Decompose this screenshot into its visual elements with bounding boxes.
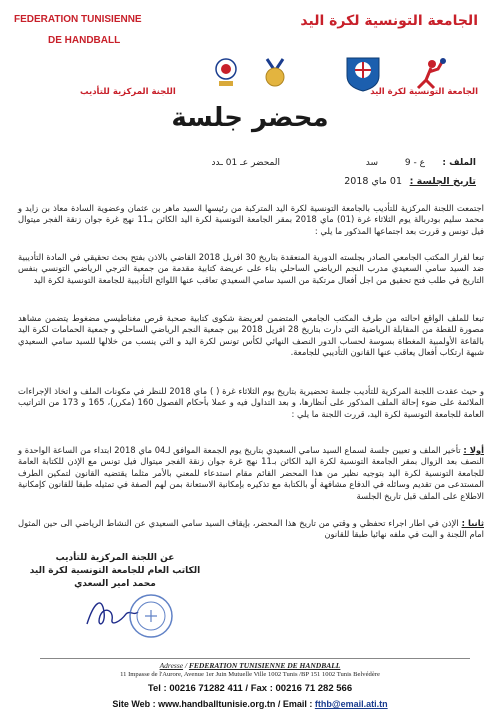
- olympic-committee-logo: [213, 58, 239, 92]
- footer-address-title: Adresse / FEDERATION TUNISIENNE DE HANDBALL: [159, 661, 341, 670]
- context-paragraph-2: تبعا للملف الواقع احالته من طرف المكتب الجامعي المتضمن لعريضة شكوى كتابية صحبة قرص مغناطيسي مضغوط يتضمن مشاهد مصورة للقطة من المقابلة الرياضية التي دارت بتاريخ 28 افريل 2018 بين جمعية النجم الرياضي الساحلي و جمعية الحمامات لكرة اليد بالقاعة الأولمبية المغطاة بسوسة لحساب الدور النصف النهائي لكأس تونس لكرة اليد و التي ينسب من خلالها للسيد سامي السعيدي شبهة ارتكاب أفعال يعاقب عنها القانون التأديبي للجامعة.: [18, 313, 484, 358]
- footer-address-line: 11 Impasse de l'Aurore, Avenue 1er Juin Mutuelle Ville 1002 Tunis /BP 151 1002 Tunis Belvédère: [120, 671, 380, 678]
- footer-web: [0, 699, 500, 709]
- footer-phone-fax: Tel : 00216 71282 411 / Fax : 00216 71 282 566: [147, 683, 353, 694]
- federation-name-ar: الجامعة التونسية لكرة اليد: [300, 13, 478, 29]
- decision-first-heading: أولا :: [463, 445, 485, 455]
- signature-line-2: الكاتب العام للجامعة التونسية لكرة اليد: [29, 566, 201, 576]
- decision-second-text: الإذن في اطار اجراء تحفظي و وقتي من تاريخ هذا المحضر، بإيقاف السيد سامي السعيدي عن النشاط الرياضي الى حين المثول امام اللجنة و البت في ملفه نهائيا طبقا للقانون: [18, 518, 484, 540]
- decision-second: [18, 518, 484, 541]
- footer-email-link[interactable]: fthb@email.ati.tn: [314, 699, 388, 709]
- session-date: 01 ماي 2018: [344, 176, 402, 187]
- file-label: الملف :: [442, 158, 476, 168]
- session-date-label: تاريخ الجلسة :: [409, 176, 476, 187]
- context-paragraph-3: و حيث عقدت اللجنة المركزية للتأديب جلسة تحضيرية بتاريخ يوم الثلاثاء غرة ( ) ماي 2018 للنظر في مكونات الملف و اتخاذ الإجراءات الملائمة على ضوء إحالة الملف المذكور على أنظارها، و بعد التداول فيه و عملا بأحكام الفصول 160 (مكرر)، 165 و 173 من التراتيب العامة للجامعة التونسية لكرة اليد، قررت اللجنة ما يلي :: [18, 386, 484, 419]
- signature-line-3: محمد امير السعدي: [74, 579, 156, 589]
- decision-first: [18, 445, 484, 502]
- official-stamp: [128, 593, 174, 643]
- signature-line-1: عن اللجنة المركزية للتأديب: [55, 553, 175, 563]
- decision-first-text: تأخير الملف و تعيين جلسة لسماع السيد سامي السعيدي بتاريخ يوم الجمعة الموافق لـ04 ماي 2018 ابتداء من الساعة الواحدة و النصف بعد الزوال بمقر الجامعة التونسية لكرة اليد الكائن بـ11 نهج غرة جوان زنقة الفجر ميتوال فيل تونس مع الإذن للكتابة العامة للجامعة التونسية لكرة اليد بتوجيه نظير من هذا المحضر القائم مقام استدعاء للمعني بالأمر مثلما يقتضيه القانون لتمكين الطرف المستدعى من تقديم وسائله في الدفاع مشافهة أو بالكتابة مع تذكيره بإمكانية الاستعانة بمن لهم الصفة في تمثيله طبقا للقانون كإمكانية الاطلاع على الملف قبل تاريخ الجلسة: [18, 445, 484, 501]
- medal-logo: [262, 58, 288, 92]
- context-paragraph-1: تبعا لقرار المكتب الجامعي الصادر بجلسته الدورية المنعقدة بتاريخ 30 افريل 2018 القاضي بالاذن بفتح بحث تحقيقي في المادة التأديبية ضد السيد سامي السعيدي مدرب النجم الرياضي الساحلي بناء على عريضة كتابية مقدمة من جمعية الترجي الرياضي التونسي بنفس التاريخ في طلب فتح تحقيق من اجل أفعال مرتكبة من السيد سامي السعيدي تعاقب عنها اللوائح التأديبية للجامعة التونسية لكرة اليد: [18, 252, 485, 285]
- footer-adresse-label: Adresse: [159, 661, 184, 670]
- footer-divider: [40, 658, 470, 659]
- file-suffix: سد: [365, 158, 378, 168]
- federation-label-ar: الجامعة التونسية لكرة اليد: [370, 87, 478, 97]
- intro-paragraph: اجتمعت اللجنة المركزية للتأديب بالجامعة التونسية لكرة اليد المتركبة من رئيسها السيد ماهر بن عثمان وعضوية السادة معاذ بن زايد و محمد سليم بودربالة يوم الثلاثاء غرة (01) ماي 2018 بمقر الجامعة التونسية لكرة اليد الكائن بـ11 نهج غرة جوان زنقة الفجر ميتوال فيل تونس و قررت بعد اجتماعها المذكور ما يلي :: [18, 203, 485, 236]
- federation-sub-fr: DE HANDBALL: [48, 35, 121, 46]
- footer-website: Site Web : www.handballtunisie.org.tn / Email :: [112, 699, 313, 709]
- report-number: المحضر عـ 01 ـدد: [211, 158, 280, 168]
- federation-name-fr: FEDERATION TUNISIENNE: [14, 14, 142, 25]
- file-number: ع - 9: [404, 158, 425, 168]
- page-title: محضر جلسة: [171, 103, 329, 133]
- decision-second-heading: ثانيا :: [461, 518, 484, 528]
- disciplinary-committee-label: اللجنة المركزية للتأديب: [80, 87, 176, 97]
- footer-org-name: FEDERATION TUNISIENNE DE HANDBALL: [188, 661, 341, 670]
